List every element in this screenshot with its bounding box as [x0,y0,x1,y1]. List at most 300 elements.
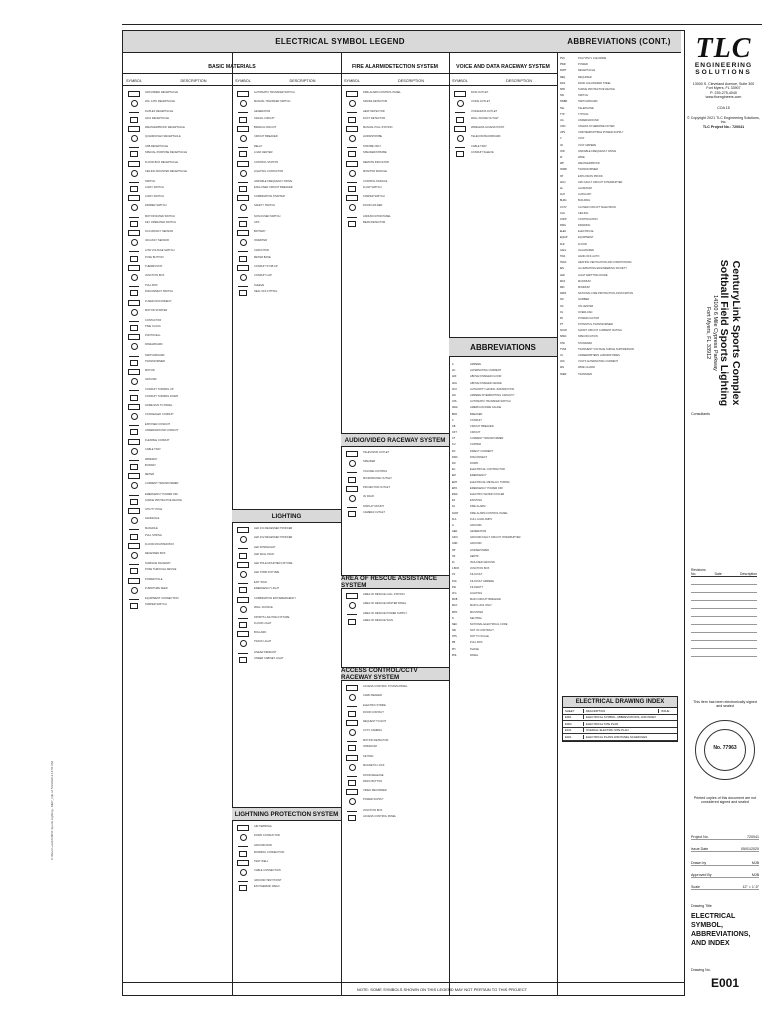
legend-description: DOOR RELEASE [363,773,384,777]
legend-symbol-icon [232,587,254,593]
drawing-index-cell: ELECTRICAL PLANS AND PANEL SCHEDULES [586,734,648,739]
abbreviation-code: LED [560,273,565,277]
list-item [341,451,449,457]
abbreviation-code: MAX [560,279,566,283]
top-border-line [122,24,762,25]
abbreviation-code: TEL [560,106,565,110]
list-item [123,578,232,584]
abbreviation-code: AFG [452,381,457,385]
abbreviation-row [557,125,681,128]
abbreviation-row [557,82,681,85]
legend-description: METER [145,473,155,477]
legend-description: CABLE TRAY [471,145,487,149]
list-item [232,651,341,654]
abbreviation-row [449,456,557,459]
abbreviation-row [557,57,681,60]
abbreviation-row [449,542,557,545]
legend-symbol-icon [123,439,145,445]
legend-description: ELECTRIC STRIKE [363,704,386,708]
abbreviation-meaning: ISOLATED GROUND [470,561,495,564]
legend-description: COMBINATION STARTER [254,195,285,199]
legend-symbol-icon [232,597,254,603]
legend-description: HEAT DETECTOR [363,110,385,114]
legend-description: POWER SUPPLY [363,798,384,802]
address-line-2: Fort Myers, FL 33907 [706,86,741,91]
list-voice-data [449,91,557,331]
legend-symbol-icon [341,170,363,177]
abbreviation-meaning: AUTOMATIC TRANSFER SWITCH [470,400,511,404]
abbreviation-row [557,206,681,209]
legend-symbol-icon [341,195,363,201]
legend-description: INVERTER [254,239,268,243]
legend-description: JUNCTION BOX [363,808,383,812]
legend-symbol-icon [232,553,254,559]
legend-description: WIREWAY [145,457,158,461]
project-address-1: 14100 6 Mile Cypress Parkway [712,295,718,371]
list-item [341,161,449,167]
legend-description: VOICE/DATA OUTLET [471,110,498,114]
abbreviation-row [557,107,681,110]
legend-description: CONTROL MODULE [363,179,388,183]
abbreviation-meaning: FULL LOAD AMPS [470,517,492,521]
legend-symbol-icon [232,215,254,218]
list-item [341,729,449,736]
list-item [123,204,232,211]
legend-description: SURFACE RACEWAY [145,562,171,566]
abbreviation-code: PF [560,316,564,320]
legend-description: 3-WAY SWITCH [145,186,164,190]
list-item [341,221,449,227]
abbreviation-row [557,224,681,227]
abbreviation-meaning: GENERATOR [470,530,487,534]
list-item [232,597,341,603]
abbreviation-row [449,499,557,502]
legend-symbol-icon [123,378,145,385]
legend-symbol-icon [341,774,363,777]
abbreviation-code: IG [452,561,455,564]
legend-description: CONDUIT TURNING UP [145,388,174,392]
list-item [123,378,232,385]
abbreviation-code: BLDG [560,199,567,203]
abbreviation-meaning: MOUNTED [470,610,484,614]
abbreviation-row [557,212,681,215]
abbreviation-row [449,413,557,416]
legend-symbol-icon [123,395,145,401]
list-item [341,815,449,821]
abbreviation-meaning: MAIN CIRCUIT BREAKER [470,598,501,602]
drawing-index [562,696,678,742]
legend-symbol-icon [232,274,254,281]
value: MJB [751,873,759,877]
abbreviation-meaning: KILOVOLT AMPERE [470,579,494,583]
abbreviation-row [449,623,557,626]
abbreviation-meaning: TRANSFER [578,372,592,376]
abbreviation-row [557,305,681,308]
list-item [341,774,449,777]
legend-symbol-icon [449,145,471,148]
list-item [123,110,232,113]
abbreviation-row [557,323,681,326]
legend-description: EXIT SIGN [254,581,267,585]
legend-symbol-icon [232,151,254,157]
legend-symbol-icon [123,110,145,113]
abbreviation-row [557,292,681,295]
legend-description: CURRENT TRANSFORMER [145,482,179,486]
legend-description: VIDEO RECORDER [363,789,387,793]
abbreviation-meaning: OVERLOAD [578,310,593,314]
drawing-number: E001 [710,976,740,990]
abbreviation-meaning: DRAWING [578,224,591,228]
abbreviation-row [557,63,681,66]
legend-description: TEST WELL [254,859,269,863]
kv-project-no [691,830,759,840]
abbreviation-code: DN [452,462,456,465]
legend-description: DATA OUTLET [471,91,489,94]
list-item [123,464,232,470]
abbreviation-code: DWG [560,224,566,228]
legend-symbol-icon [341,739,363,742]
legend-symbol-icon [123,458,145,461]
list-item [232,180,341,183]
legend-symbol-icon [123,578,145,584]
abbreviation-meaning: ABOVE FINISHED FLOOR [470,375,502,379]
abbreviation-code: EQUIP [560,236,568,240]
list-item [123,230,232,236]
abbreviation-code: PT [560,323,564,327]
legend-symbol-icon [341,145,363,148]
legend-symbol-icon [449,151,471,157]
abbreviation-row [449,648,557,651]
abbreviation-meaning: EXISTING [470,499,483,503]
abbreviation-row [449,586,557,589]
abbreviation-row [449,450,557,453]
abbreviation-code: N [452,616,454,620]
legend-symbol-icon [123,388,145,391]
list-item [232,657,341,663]
list-area-rescue [341,593,449,663]
legend-description: TELEVISION OUTLET [363,451,390,454]
list-item [123,221,232,227]
list-item [341,170,449,177]
list-item [232,195,341,201]
list-item [232,221,341,227]
list-item [341,720,449,726]
abbreviation-meaning: LIGHTING [470,591,483,595]
legend-description: PUSH BUTTON [145,255,164,259]
abbreviation-meaning: NATIONAL ELECTRICAL CODE [470,622,508,626]
abbreviation-meaning: AUTHORITY HAVING JURISDICTION [470,387,515,391]
list-item [449,91,557,97]
legend-description: LED POLE MOUNTED FIXTURE [254,561,293,565]
abbreviation-row [449,505,557,508]
abbreviation-code: NO [560,298,564,302]
legend-description: VOICE OUTLET [471,100,491,104]
colhdr-description: DESCRIPTION [398,79,424,83]
abbreviation-code: CT [452,437,456,441]
list-item [123,482,232,489]
legend-symbol-icon [123,334,145,340]
list-item [232,622,341,628]
legend-symbol-icon [341,486,363,492]
legend-symbol-icon [232,145,254,148]
legend-description: UNDER CABINET LIGHT [254,656,284,660]
list-item [232,186,341,192]
abbreviation-code: HVAC [560,261,567,265]
legend-description: UTILITY POLE [145,508,163,511]
legend-symbol-icon [123,274,145,281]
abbreviation-code: UG [560,118,564,122]
legend-symbol-icon [449,117,471,123]
list-item [232,110,341,113]
legend-symbol-icon [232,126,254,132]
abbreviation-meaning: CLOSED CIRCUIT TELEVISION [578,205,616,209]
legend-symbol-icon [123,256,145,262]
abbreviation-row [449,555,557,558]
abbreviation-row [557,274,681,277]
abbreviation-code: REQ [560,75,566,79]
abbreviation-code: VA [560,143,564,147]
legend-symbol-icon [232,536,254,543]
list-item [123,274,232,281]
legend-symbol-icon [123,534,145,540]
list-item [123,395,232,401]
legend-symbol-icon [123,100,145,107]
abbreviation-row [449,592,557,595]
abbreviation-meaning: ELECTRICAL CONTRACTOR [470,468,505,472]
rev-hdr-no: No. [691,572,697,576]
legend-sheet [122,30,762,996]
abbreviation-meaning: UNDERWRITERS LABORATORIES [578,354,620,357]
legend-symbol-icon [123,239,145,246]
legend-symbol-icon [232,117,254,123]
abbreviation-code: SWBD [560,100,568,104]
section-lightning-protection: LIGHTNING PROTECTION SYSTEM [232,807,341,821]
legend-description: MOTOR STARTER [145,308,168,312]
legend-description: MOTOR RATED SWITCH [145,214,175,218]
revision-rows [691,577,757,657]
legend-description: POKE THROUGH DEVICE [145,568,177,572]
abbreviation-meaning: PHASE [470,647,479,651]
abbreviation-meaning: WEATHERPROOF [578,162,600,166]
legend-symbol-icon [123,527,145,530]
legend-description: FLOOR MOUNTED BOX [145,542,174,546]
abbreviation-code: FA [452,505,455,509]
abbreviation-meaning: POLYVINYL CHLORIDE [578,57,607,60]
abbreviation-code: NTS [452,635,457,639]
abbreviation-row [449,654,557,657]
abbreviation-code: CKT [452,431,457,435]
abbreviation-meaning: JUNCTION BOX [470,567,490,571]
legend-symbol-icon [123,404,145,410]
abbreviation-meaning: COPPER [470,443,481,447]
legend-symbol-icon [341,180,363,183]
list-item [341,117,449,123]
list-item [123,135,232,142]
colhdr-symbol: SYMBOL [126,79,142,83]
abbreviation-row [557,354,681,357]
legend-description: LED WALL PACK [254,552,275,556]
abbreviation-code: AHJ [452,387,457,391]
revisions-block [691,568,757,657]
legend-symbol-icon [341,764,363,771]
legend-description: MOTOR [145,369,155,372]
legend-symbol-icon [341,711,363,717]
abbreviation-meaning: TELEPHONE [578,106,594,110]
abbreviation-row [557,156,681,159]
legend-description: STROBE ONLY [363,145,382,149]
legend-symbol-icon [341,117,363,123]
abbreviation-code: W [560,156,563,159]
abbreviation-row [557,162,681,165]
abbreviation-code: KVA [452,579,457,583]
legend-description: WEATHERPROOF RECEPTACLE [145,125,185,129]
abbreviation-row [557,267,681,270]
list-item [232,851,341,857]
legend-symbol-icon [341,100,363,107]
section-voice-data: VOICE AND DATA RACEWAY SYSTEM [449,61,557,74]
rev-hdr-date: Date [714,572,722,576]
legend-description: GROUND [145,378,157,382]
abbreviation-row [557,329,681,332]
legend-description: FURNITURE FEED [145,586,168,590]
abbreviation-row [449,406,557,409]
kv-scale [691,880,759,890]
legend-description: HOME RUN TO PANEL [145,403,173,407]
legend-symbol-icon [341,161,363,167]
abbreviation-code: TYP [560,112,565,116]
abbreviation-row [449,468,557,471]
abbreviation-code: ATS [452,400,457,404]
abbreviation-meaning: SWITCH [578,94,589,98]
legend-symbol-icon [123,151,145,157]
list-item [123,145,232,148]
abbreviation-code: BKR [452,412,457,416]
list-item [341,100,449,107]
legend-symbol-icon [341,221,363,227]
legend-symbol-icon [123,360,145,366]
abbreviation-code: GND [452,542,458,546]
legend-description: MOTION DETECTOR [363,739,389,743]
legend-description: SLEEVE [254,284,265,288]
legend-description: BEAM DETECTOR [363,220,386,224]
abbreviation-code: FLA [452,517,457,521]
legend-description: FLOW SWITCH [363,186,382,190]
list-item [449,145,557,148]
list-item [123,369,232,375]
list-item [123,249,232,252]
abbreviation-meaning: UNLESS OTHERWISE NOTED [578,125,615,129]
legend-description: KEY OPERATED SWITCH [145,220,176,224]
list-item [123,126,232,132]
legend-description: PHOTOCELL [145,334,161,338]
legend-description: CABLE TRAY [145,447,161,451]
legend-symbol-icon [123,145,145,148]
abbreviation-row [557,181,681,184]
abbreviation-meaning: VOLT AMPERE [578,143,597,147]
legend-symbol-icon [341,694,363,701]
list-item [341,789,449,795]
list-item [123,290,232,296]
abbreviation-code: VAC [560,360,565,364]
kv-issue-date [691,842,759,852]
legend-description: GROUND ROD [254,844,273,848]
list-item [123,439,232,445]
list-item [232,869,341,876]
abbreviation-meaning: ELECTRICAL [578,230,594,234]
legend-description: EXPOSED CONDUIT [145,423,171,427]
legend-symbol-icon [341,135,363,142]
legend-description: GROUND TEST POINT [254,879,282,883]
legend-symbol-icon [123,473,145,479]
legend-symbol-icon [232,221,254,227]
legend-symbol-icon [341,204,363,211]
abbreviation-meaning: BUILDING [578,199,591,203]
list-item [341,602,449,609]
legend-description: VOLUME CONTROL [363,470,388,474]
colhdr-description: DESCRIPTION [289,79,316,83]
abbreviation-code: GFCI [452,536,458,540]
list-item [232,284,341,287]
list-abbreviations [449,363,557,973]
legend-symbol-icon [232,100,254,107]
legend-symbol-icon [232,249,254,252]
legend-description: ACCESS CONTROL PANEL [363,814,397,818]
abbreviation-row [449,443,557,446]
abbreviation-code: EPO [452,486,458,490]
legend-description: GROUNDED RECEPTACLE [145,91,178,94]
legend-description: DIMMER SWITCH [145,204,167,208]
legend-symbol-icon [123,552,145,559]
abbreviation-meaning: ELECTRICAL METALLIC TUBING [470,480,510,484]
abbreviation-row [557,187,681,190]
list-item [232,581,341,584]
legend-description: LED 2X2 RECESSED TROFFER [254,536,293,540]
abbreviation-row [449,530,557,533]
legend-description: COMBINATION EXIT/EMERGENCY [254,596,297,600]
idx-hdr-sheet: SHEET [563,709,584,713]
abbreviation-meaning: PULL BOX [470,641,483,645]
legend-symbol-icon [232,180,254,183]
abbreviation-meaning: ELECTRIC WATER COOLER [470,492,505,496]
label: Approved By [691,873,712,877]
legend-symbol-icon [123,249,145,252]
abbr-cont-title: ABBREVIATIONS (CONT.) [557,31,681,53]
legend-symbol-icon [232,657,254,663]
list-item [232,640,341,647]
list-item [341,780,449,786]
abbreviation-code: V [560,137,562,141]
legend-description: ENCLOSED CIRCUIT BREAKER [254,186,293,190]
legend-symbol-icon [123,597,145,600]
abbreviation-code: TVSS [560,347,567,351]
project-name-2: Softball Field Sports Lighting [718,259,730,407]
list-access [341,685,449,975]
legend-description: LINEAR PENDANT [254,650,277,654]
legend-description: MANUAL PULL STATION [363,125,393,129]
abbreviation-code: XP [560,174,564,178]
legend-description: SPEAKER/STROBE [363,151,387,155]
list-item [341,505,449,508]
abbreviation-row [449,425,557,428]
website: www.tlcengineers.com [705,95,742,100]
legend-description: UNDERGROUND CONDUIT [145,429,179,433]
legend-symbol-icon [232,91,254,97]
list-item [232,204,341,211]
list-item [232,256,341,262]
legend-symbol-icon [232,110,254,113]
legend-symbol-icon [232,860,254,866]
legend-symbol-icon [123,413,145,420]
